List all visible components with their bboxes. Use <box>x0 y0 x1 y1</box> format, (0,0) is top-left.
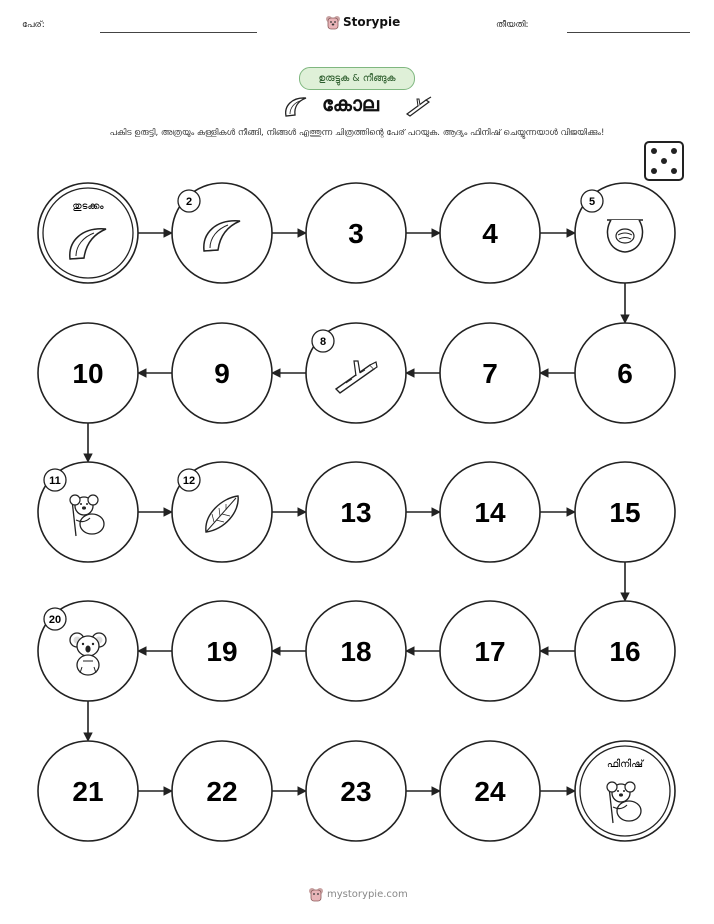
space-number: 21 <box>72 776 104 807</box>
space-number: 16 <box>609 636 641 667</box>
space-number: 4 <box>482 218 498 249</box>
instructions: പകിട ഉരുട്ടി, അത്രയും കള്ളികൾ നീങ്ങി, നിങ്ങൾ എത്തുന്ന ചിത്രത്തിന്റെ പേര് പറയുക. ആദ്യം ഫിനിഷ് ചെയ്യുന്നയാൾ വിജയിക്കും! <box>109 128 605 138</box>
space-number: 8 <box>319 336 327 348</box>
space-number: 2 <box>185 196 193 208</box>
date-label: തീയതി: <box>496 20 529 30</box>
name-label: പേര്: <box>22 20 45 30</box>
space-number: 20 <box>48 614 62 626</box>
start-space <box>38 183 138 283</box>
koala-logo-icon <box>309 886 323 902</box>
space-number: 13 <box>340 497 372 528</box>
space-number: 14 <box>474 497 506 528</box>
board-space <box>575 601 675 701</box>
dice-icon <box>645 142 683 180</box>
space-number: 17 <box>474 636 506 667</box>
space-number: 22 <box>206 776 238 807</box>
board-space <box>172 323 272 423</box>
board-cells <box>38 183 675 841</box>
space-number: 7 <box>482 358 498 389</box>
board-space <box>38 462 138 562</box>
board-space <box>172 183 272 283</box>
board-space <box>440 462 540 562</box>
board-space <box>575 462 675 562</box>
space-number: 5 <box>588 196 596 208</box>
board-space <box>38 323 138 423</box>
board-space <box>440 741 540 841</box>
brand-name: Storypie <box>343 15 401 29</box>
space-number: 23 <box>340 776 372 807</box>
space-number: 24 <box>474 776 506 807</box>
board-space <box>306 601 406 701</box>
space-number: 12 <box>182 475 196 487</box>
space-number: 19 <box>206 636 238 667</box>
board-space <box>38 741 138 841</box>
space-number: 3 <box>348 218 364 249</box>
finish-label: ഫിനിഷ് <box>606 759 644 770</box>
board-space <box>306 183 406 283</box>
board-space <box>440 323 540 423</box>
space-number: 11 <box>49 475 61 487</box>
board-space <box>306 462 406 562</box>
board-space <box>575 323 675 423</box>
board-space <box>172 741 272 841</box>
pouch-icon <box>607 220 643 252</box>
board-space <box>172 601 272 701</box>
board-space <box>575 183 675 283</box>
game-title: കോല <box>322 92 379 116</box>
board-space <box>306 323 406 423</box>
space-number: 9 <box>214 358 230 389</box>
board-space <box>172 462 272 562</box>
board-space <box>440 601 540 701</box>
space-number: 6 <box>617 358 633 389</box>
footer <box>309 886 408 902</box>
space-number: 18 <box>340 636 372 667</box>
space-number: 15 <box>609 497 641 528</box>
board-space <box>306 741 406 841</box>
board-space <box>38 601 138 701</box>
start-label: തുടക്കം <box>72 201 104 212</box>
space-number: 10 <box>72 358 104 389</box>
game-subtitle: ഉരുട്ടുക & നീങ്ങുക <box>318 73 396 84</box>
footer-site: mystorypie.com <box>327 888 408 900</box>
board-space <box>440 183 540 283</box>
finish-space <box>575 741 675 841</box>
